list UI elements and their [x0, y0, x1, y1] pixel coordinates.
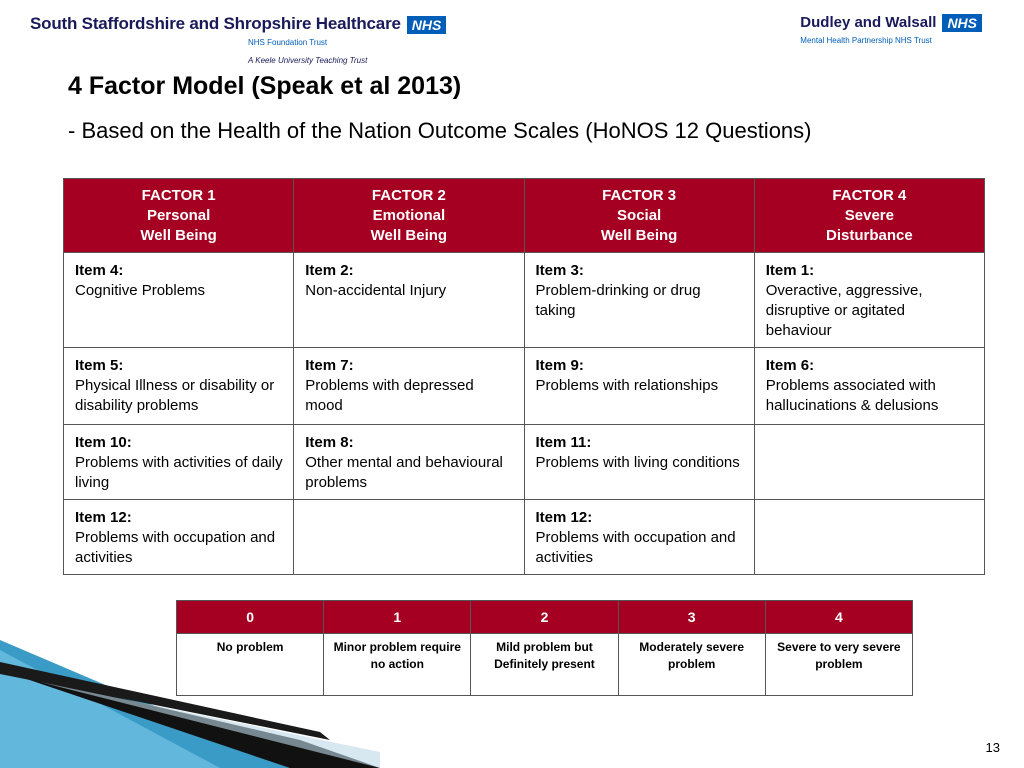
- item-label: Item 6:: [765, 357, 815, 374]
- scale-desc-3: Moderately severe problem: [618, 634, 765, 696]
- factor-4-number: FACTOR 4: [832, 186, 907, 204]
- table-cell: [754, 500, 984, 575]
- item-text: Problems with depressed mood: [305, 377, 474, 414]
- scale-desc-1: Minor problem require no action: [324, 634, 471, 696]
- dudley-walsall-logo: [800, 14, 982, 45]
- scale-desc-4: Severe to very severe problem: [765, 634, 912, 696]
- item-text: Problems with relationships: [535, 377, 719, 394]
- item-text: Overactive, aggressive, disruptive or agitated behaviour: [765, 282, 923, 339]
- table-cell: [524, 253, 754, 348]
- item-label: Item 5:: [75, 357, 124, 374]
- item-text: Problems associated with hallucinations & delusions: [765, 377, 939, 414]
- table-cell: [64, 348, 294, 425]
- scale-header-4: 4: [765, 601, 912, 634]
- item-text: Problems with occupation and activities: [535, 529, 736, 566]
- left-org-sub1: NHS Foundation Trust: [248, 38, 328, 47]
- factor-1-header: [64, 179, 294, 253]
- nhs-logo-left: NHS: [407, 16, 447, 34]
- scale-header-0: 0: [177, 601, 324, 634]
- item-text: Cognitive Problems: [75, 282, 206, 299]
- factor-4-header: [754, 179, 984, 253]
- item-label: Item 12:: [535, 509, 593, 526]
- table-cell: [754, 348, 984, 425]
- table-row: [64, 500, 985, 575]
- right-org-sub: Mental Health Partnership NHS Trust: [800, 36, 932, 46]
- item-text: Problems with occupation and activities: [75, 529, 276, 566]
- factor-header-row: [64, 179, 985, 253]
- left-org-sub2: A Keele University Teaching Trust: [248, 56, 368, 65]
- item-label: Item 1:: [765, 262, 815, 279]
- decorative-swoosh: [0, 640, 380, 768]
- item-label: Item 8:: [305, 434, 354, 451]
- sssh-logo: [30, 14, 446, 65]
- factor-3-header: [524, 179, 754, 253]
- factor-2-name-b: Well Being: [370, 226, 448, 244]
- table-cell: [64, 253, 294, 348]
- factor-3-name-a: Social: [617, 206, 662, 224]
- factor-1-name-b: Well Being: [140, 226, 217, 244]
- left-org-name: South Staffordshire and Shropshire Healthcare: [30, 14, 401, 33]
- factor-2-number: FACTOR 2: [371, 186, 446, 204]
- scale-desc-2: Mild problem but Definitely present: [471, 634, 618, 696]
- item-label: Item 12:: [75, 509, 132, 526]
- scale-header-2: 2: [471, 601, 618, 634]
- factor-3-number: FACTOR 3: [602, 186, 677, 204]
- table-cell: [524, 348, 754, 425]
- scale-header-1: 1: [324, 601, 471, 634]
- item-text: Physical Illness or disability or disability problems: [75, 377, 275, 414]
- table-cell: [754, 425, 984, 500]
- table-cell: [64, 500, 294, 575]
- factor-3-name-b: Well Being: [600, 226, 678, 244]
- item-text: Other mental and behavioural problems: [305, 454, 503, 491]
- factor-table: [63, 178, 985, 575]
- item-text: Non-accidental Injury: [305, 282, 447, 299]
- factor-2-name-a: Emotional: [372, 206, 446, 224]
- item-label: Item 9:: [535, 357, 584, 374]
- table-row: [64, 253, 985, 348]
- item-label: Item 2:: [305, 262, 354, 279]
- factor-1-name-a: Personal: [146, 206, 211, 224]
- table-cell: [754, 253, 984, 348]
- factor-2-header: [294, 179, 524, 253]
- item-label: Item 7:: [305, 357, 354, 374]
- table-row: [64, 425, 985, 500]
- item-label: Item 4:: [75, 262, 124, 279]
- factor-1-number: FACTOR 1: [141, 186, 216, 204]
- table-row: [64, 348, 985, 425]
- factor-4-name-b: Disturbance: [826, 226, 913, 244]
- page-number: 13: [985, 740, 1000, 755]
- factor-4-name-a: Severe: [844, 206, 894, 224]
- item-text: Problem-drinking or drug taking: [535, 282, 701, 319]
- table-cell: [294, 500, 524, 575]
- table-cell: [524, 425, 754, 500]
- page-title: 4 Factor Model (Speak et al 2013): [68, 72, 462, 100]
- item-label: Item 3:: [535, 262, 584, 279]
- item-label: Item 10:: [75, 434, 132, 451]
- scale-header-row: [177, 601, 913, 634]
- table-cell: [64, 425, 294, 500]
- right-org-name: Dudley and Walsall: [800, 14, 937, 32]
- table-cell: [294, 348, 524, 425]
- table-cell: [524, 500, 754, 575]
- table-cell: [294, 253, 524, 348]
- item-text: Problems with living conditions: [535, 454, 740, 471]
- item-text: Problems with activities of daily living: [75, 454, 283, 491]
- scale-header-3: 3: [618, 601, 765, 634]
- item-label: Item 11:: [535, 434, 592, 451]
- scale-desc-0: No problem: [177, 634, 324, 696]
- page-subtitle: - Based on the Health of the Nation Outcome Scales (HoNOS 12 Questions): [68, 118, 812, 143]
- table-cell: [294, 425, 524, 500]
- nhs-logo-right: NHS: [942, 14, 982, 32]
